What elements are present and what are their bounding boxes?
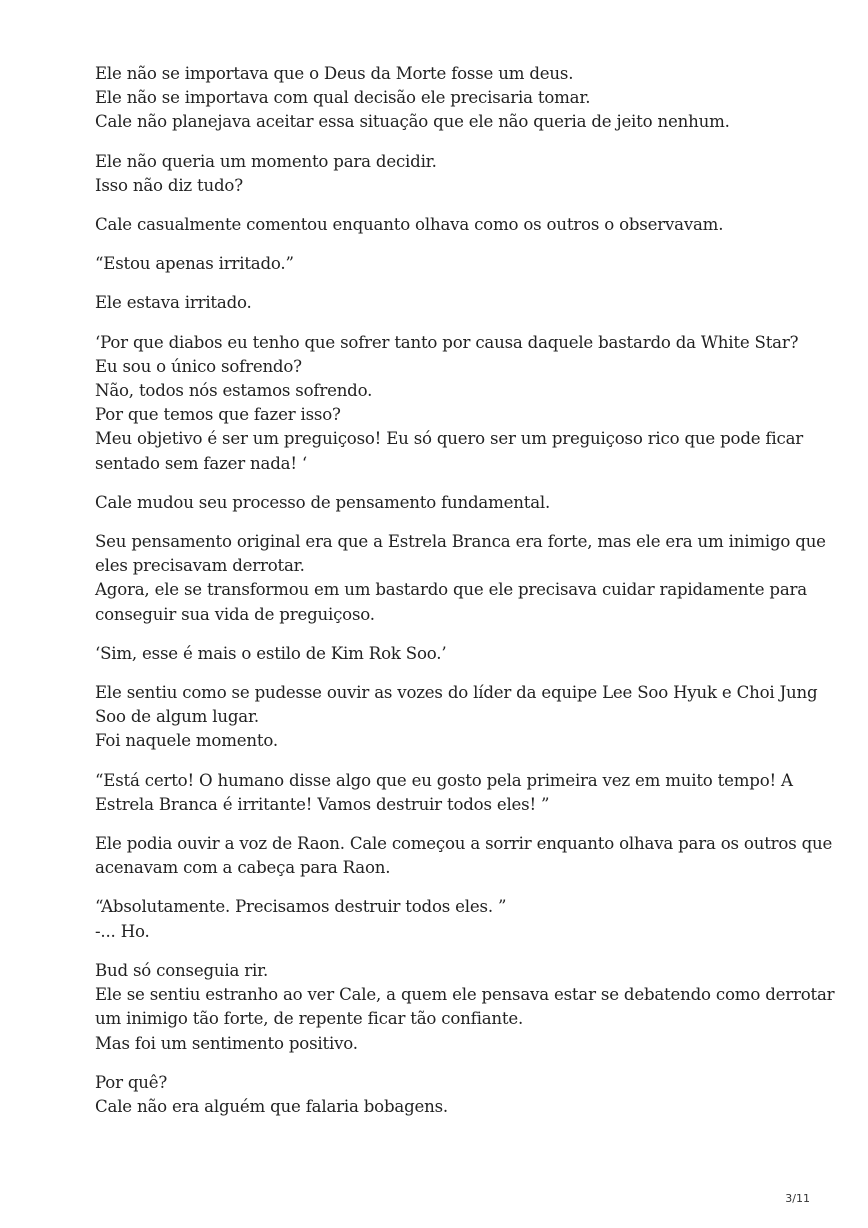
- text-line: sentado sem fazer nada! ‘: [95, 453, 307, 473]
- text-line: Eu sou o único sofrendo?: [95, 356, 302, 376]
- text-line: Isso não diz tudo?: [95, 175, 243, 195]
- paragraph: [95, 769, 795, 817]
- text-line: Por que temos que fazer isso?: [95, 405, 341, 425]
- text-line: Seu pensamento original era que a Estrela Branca era forte, mas ele era um inimigo que: [95, 532, 826, 552]
- paragraph: [95, 62, 795, 135]
- text-line: Ele não se importava que o Deus da Morte fosse um deus.: [95, 64, 574, 83]
- paragraph: [95, 291, 795, 315]
- text-line: Não, todos nós estamos sofrendo.: [95, 381, 373, 401]
- text-line: “Estou apenas irritado.”: [95, 254, 294, 274]
- text-line: acenavam com a cabeça para Raon.: [95, 858, 391, 878]
- text-line: ‘Sim, esse é mais o estilo de Kim Rok Soo.’: [95, 643, 447, 663]
- text-line: Mas foi um sentimento positivo.: [95, 1033, 358, 1053]
- text-line: Bud só conseguia rir.: [95, 960, 269, 980]
- text-line: Ele se sentiu estranho ao ver Cale, a quem ele pensava estar se debatendo como derrotar: [95, 985, 835, 1005]
- text-line: eles precisavam derrotar.: [95, 556, 305, 576]
- text-line: -... Ho.: [95, 921, 150, 941]
- text-line: Soo de algum lugar.: [95, 707, 259, 727]
- paragraph: [95, 150, 795, 198]
- text-line: Agora, ele se transformou em um bastardo que ele precisava cuidar rapidamente para: [95, 580, 807, 600]
- paragraph: [95, 1071, 795, 1119]
- text-line: Cale não era alguém que falaria bobagens.: [95, 1096, 448, 1116]
- paragraph: [95, 491, 795, 515]
- text-line: Ele podia ouvir a voz de Raon. Cale começou a sorrir enquanto olhava para os outros que: [95, 834, 833, 854]
- text-line: Ele sentiu como se pudesse ouvir as vozes do líder da equipe Lee Soo Hyuk e Choi Jung: [95, 683, 818, 703]
- text-line: Ele estava irritado.: [95, 293, 252, 313]
- paragraph: [95, 213, 795, 237]
- paragraph: [95, 681, 818, 754]
- paragraph: [95, 331, 803, 476]
- paragraph: [95, 252, 795, 276]
- text-line: conseguir sua vida de preguiçoso.: [95, 604, 375, 624]
- text-line: Foi naquele momento.: [95, 731, 278, 751]
- text-line: Cale casualmente comentou enquanto olhava como os outros o observavam.: [95, 215, 724, 235]
- paragraph: [95, 895, 795, 943]
- document-body: [95, 62, 835, 1134]
- text-line: Ele não queria um momento para decidir.: [95, 151, 437, 171]
- text-line: Cale não planejava aceitar essa situação que ele não queria de jeito nenhum.: [95, 112, 730, 132]
- text-line: Cale mudou seu processo de pensamento fundamental.: [95, 492, 551, 512]
- text-line: Meu objetivo é ser um preguiçoso! Eu só quero ser um preguiçoso rico que pode ficar: [95, 429, 803, 449]
- text-line: Por quê?: [95, 1072, 168, 1092]
- text-line: “Absolutamente. Precisamos destruir todos eles. ”: [95, 897, 507, 917]
- text-line: um inimigo tão forte, de repente ficar tão confiante.: [95, 1009, 524, 1029]
- paragraph: [95, 530, 826, 627]
- text-line: ‘Por que diabos eu tenho que sofrer tanto por causa daquele bastardo da White Star?: [95, 332, 799, 352]
- paragraph: [95, 832, 833, 880]
- page-number: 3/11: [785, 1192, 810, 1205]
- paragraph: [95, 959, 835, 1056]
- paragraph: [95, 642, 795, 666]
- text-line: Estrela Branca é irritante! Vamos destruir todos eles! ”: [95, 794, 550, 814]
- text-line: “Está certo! O humano disse algo que eu gosto pela primeira vez em muito tempo! A: [95, 770, 793, 790]
- text-line: Ele não se importava com qual decisão ele precisaria tomar.: [95, 88, 591, 108]
